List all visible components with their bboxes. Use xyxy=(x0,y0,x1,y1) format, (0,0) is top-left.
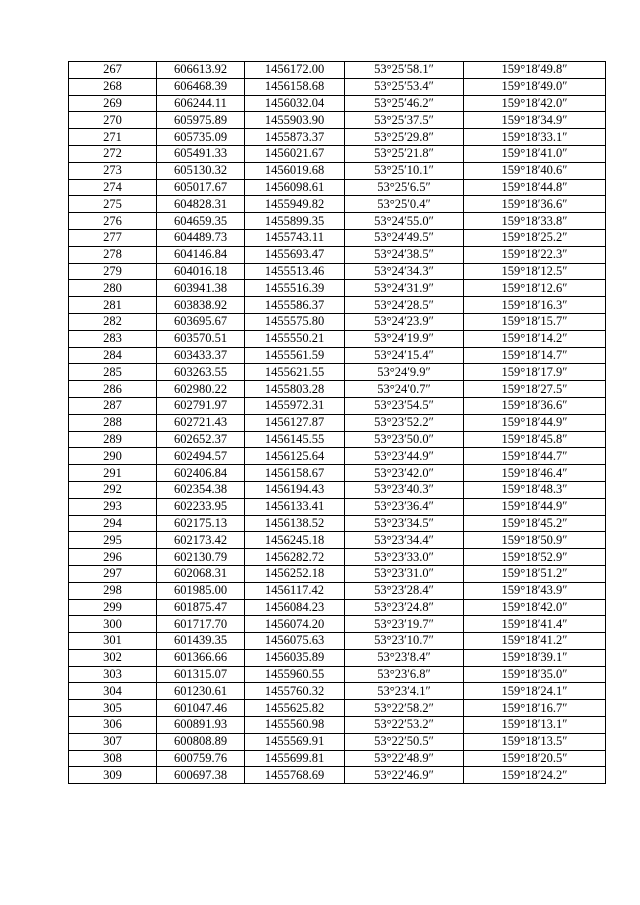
longitude-cell: 159°18′40.6″ xyxy=(464,162,606,179)
latitude-cell: 53°25′58.1″ xyxy=(345,62,464,79)
longitude-cell: 159°18′41.0″ xyxy=(464,145,606,162)
latitude-cell: 53°24′0.7″ xyxy=(345,381,464,398)
x-coordinate-cell: 605130.32 xyxy=(157,162,245,179)
table-row xyxy=(69,431,606,448)
latitude-cell: 53°24′28.5″ xyxy=(345,297,464,314)
latitude-cell: 53°23′10.7″ xyxy=(345,633,464,650)
latitude-cell: 53°25′37.5″ xyxy=(345,112,464,129)
y-coordinate-cell: 1456125.64 xyxy=(245,448,345,465)
y-coordinate-cell: 1456019.68 xyxy=(245,162,345,179)
point-number-cell: 307 xyxy=(69,733,157,750)
point-number-cell: 299 xyxy=(69,599,157,616)
point-number-cell: 293 xyxy=(69,498,157,515)
table-row xyxy=(69,767,606,784)
point-number-cell: 282 xyxy=(69,313,157,330)
longitude-cell: 159°18′51.2″ xyxy=(464,565,606,582)
table-row xyxy=(69,733,606,750)
longitude-cell: 159°18′45.8″ xyxy=(464,431,606,448)
y-coordinate-cell: 1455972.31 xyxy=(245,397,345,414)
point-number-cell: 292 xyxy=(69,481,157,498)
table-row xyxy=(69,62,606,79)
point-number-cell: 268 xyxy=(69,78,157,95)
longitude-cell: 159°18′44.7″ xyxy=(464,448,606,465)
table-row xyxy=(69,700,606,717)
x-coordinate-cell: 604146.84 xyxy=(157,246,245,263)
x-coordinate-cell: 601439.35 xyxy=(157,633,245,650)
point-number-cell: 284 xyxy=(69,347,157,364)
x-coordinate-cell: 600759.76 xyxy=(157,750,245,767)
y-coordinate-cell: 1455561.59 xyxy=(245,347,345,364)
longitude-cell: 159°18′41.4″ xyxy=(464,616,606,633)
x-coordinate-cell: 601875.47 xyxy=(157,599,245,616)
coordinates-table xyxy=(68,61,606,784)
longitude-cell: 159°18′46.4″ xyxy=(464,465,606,482)
table-row xyxy=(69,549,606,566)
longitude-cell: 159°18′13.1″ xyxy=(464,717,606,734)
y-coordinate-cell: 1455699.81 xyxy=(245,750,345,767)
y-coordinate-cell: 1455513.46 xyxy=(245,263,345,280)
point-number-cell: 290 xyxy=(69,448,157,465)
y-coordinate-cell: 1456194.43 xyxy=(245,481,345,498)
latitude-cell: 53°23′6.8″ xyxy=(345,666,464,683)
latitude-cell: 53°23′34.5″ xyxy=(345,515,464,532)
y-coordinate-cell: 1455586.37 xyxy=(245,297,345,314)
x-coordinate-cell: 603570.51 xyxy=(157,330,245,347)
table-row xyxy=(69,381,606,398)
latitude-cell: 53°23′36.4″ xyxy=(345,498,464,515)
y-coordinate-cell: 1455760.32 xyxy=(245,683,345,700)
x-coordinate-cell: 606468.39 xyxy=(157,78,245,95)
y-coordinate-cell: 1456172.00 xyxy=(245,62,345,79)
point-number-cell: 281 xyxy=(69,297,157,314)
y-coordinate-cell: 1456117.42 xyxy=(245,582,345,599)
point-number-cell: 302 xyxy=(69,649,157,666)
y-coordinate-cell: 1455903.90 xyxy=(245,112,345,129)
x-coordinate-cell: 604016.18 xyxy=(157,263,245,280)
longitude-cell: 159°18′43.9″ xyxy=(464,582,606,599)
x-coordinate-cell: 601366.66 xyxy=(157,649,245,666)
point-number-cell: 289 xyxy=(69,431,157,448)
latitude-cell: 53°23′54.5″ xyxy=(345,397,464,414)
longitude-cell: 159°18′17.9″ xyxy=(464,364,606,381)
latitude-cell: 53°23′52.2″ xyxy=(345,414,464,431)
latitude-cell: 53°23′44.9″ xyxy=(345,448,464,465)
point-number-cell: 288 xyxy=(69,414,157,431)
longitude-cell: 159°18′36.6″ xyxy=(464,196,606,213)
latitude-cell: 53°23′8.4″ xyxy=(345,649,464,666)
longitude-cell: 159°18′16.7″ xyxy=(464,700,606,717)
x-coordinate-cell: 603941.38 xyxy=(157,280,245,297)
table-row xyxy=(69,498,606,515)
point-number-cell: 297 xyxy=(69,565,157,582)
longitude-cell: 159°18′14.7″ xyxy=(464,347,606,364)
latitude-cell: 53°22′50.5″ xyxy=(345,733,464,750)
y-coordinate-cell: 1456075.63 xyxy=(245,633,345,650)
table-row xyxy=(69,213,606,230)
x-coordinate-cell: 604489.73 xyxy=(157,229,245,246)
x-coordinate-cell: 602130.79 xyxy=(157,549,245,566)
table-row xyxy=(69,616,606,633)
latitude-cell: 53°23′31.0″ xyxy=(345,565,464,582)
table-row xyxy=(69,750,606,767)
y-coordinate-cell: 1456084.23 xyxy=(245,599,345,616)
latitude-cell: 53°24′49.5″ xyxy=(345,229,464,246)
table-row xyxy=(69,263,606,280)
point-number-cell: 286 xyxy=(69,381,157,398)
table-row xyxy=(69,649,606,666)
latitude-cell: 53°25′53.4″ xyxy=(345,78,464,95)
latitude-cell: 53°24′23.9″ xyxy=(345,313,464,330)
table-row xyxy=(69,78,606,95)
latitude-cell: 53°25′6.5″ xyxy=(345,179,464,196)
longitude-cell: 159°18′16.3″ xyxy=(464,297,606,314)
table-row xyxy=(69,347,606,364)
x-coordinate-cell: 604828.31 xyxy=(157,196,245,213)
table-row xyxy=(69,717,606,734)
x-coordinate-cell: 601047.46 xyxy=(157,700,245,717)
longitude-cell: 159°18′24.1″ xyxy=(464,683,606,700)
longitude-cell: 159°18′42.0″ xyxy=(464,599,606,616)
y-coordinate-cell: 1455899.35 xyxy=(245,213,345,230)
point-number-cell: 273 xyxy=(69,162,157,179)
table-row xyxy=(69,414,606,431)
y-coordinate-cell: 1456021.67 xyxy=(245,145,345,162)
longitude-cell: 159°18′14.2″ xyxy=(464,330,606,347)
point-number-cell: 279 xyxy=(69,263,157,280)
latitude-cell: 53°22′48.9″ xyxy=(345,750,464,767)
y-coordinate-cell: 1455550.21 xyxy=(245,330,345,347)
latitude-cell: 53°22′58.2″ xyxy=(345,700,464,717)
point-number-cell: 275 xyxy=(69,196,157,213)
longitude-cell: 159°18′15.7″ xyxy=(464,313,606,330)
point-number-cell: 308 xyxy=(69,750,157,767)
x-coordinate-cell: 601315.07 xyxy=(157,666,245,683)
table-row xyxy=(69,112,606,129)
point-number-cell: 301 xyxy=(69,633,157,650)
point-number-cell: 295 xyxy=(69,532,157,549)
point-number-cell: 270 xyxy=(69,112,157,129)
table-row xyxy=(69,481,606,498)
table-row xyxy=(69,565,606,582)
table-row xyxy=(69,532,606,549)
table-row xyxy=(69,297,606,314)
x-coordinate-cell: 602068.31 xyxy=(157,565,245,582)
y-coordinate-cell: 1455569.91 xyxy=(245,733,345,750)
y-coordinate-cell: 1455575.80 xyxy=(245,313,345,330)
y-coordinate-cell: 1455560.98 xyxy=(245,717,345,734)
longitude-cell: 159°18′52.9″ xyxy=(464,549,606,566)
y-coordinate-cell: 1456074.20 xyxy=(245,616,345,633)
latitude-cell: 53°23′42.0″ xyxy=(345,465,464,482)
table-row xyxy=(69,196,606,213)
latitude-cell: 53°25′10.1″ xyxy=(345,162,464,179)
table-row xyxy=(69,582,606,599)
x-coordinate-cell: 603263.55 xyxy=(157,364,245,381)
x-coordinate-cell: 602652.37 xyxy=(157,431,245,448)
x-coordinate-cell: 601985.00 xyxy=(157,582,245,599)
longitude-cell: 159°18′35.0″ xyxy=(464,666,606,683)
longitude-cell: 159°18′49.8″ xyxy=(464,62,606,79)
y-coordinate-cell: 1455621.55 xyxy=(245,364,345,381)
table-row xyxy=(69,280,606,297)
longitude-cell: 159°18′12.6″ xyxy=(464,280,606,297)
table-row xyxy=(69,465,606,482)
table-row xyxy=(69,666,606,683)
y-coordinate-cell: 1455960.55 xyxy=(245,666,345,683)
table-row xyxy=(69,683,606,700)
latitude-cell: 53°24′19.9″ xyxy=(345,330,464,347)
point-number-cell: 276 xyxy=(69,213,157,230)
latitude-cell: 53°23′4.1″ xyxy=(345,683,464,700)
table-row xyxy=(69,95,606,112)
x-coordinate-cell: 606244.11 xyxy=(157,95,245,112)
point-number-cell: 298 xyxy=(69,582,157,599)
x-coordinate-cell: 602494.57 xyxy=(157,448,245,465)
y-coordinate-cell: 1456032.04 xyxy=(245,95,345,112)
x-coordinate-cell: 602354.38 xyxy=(157,481,245,498)
x-coordinate-cell: 604659.35 xyxy=(157,213,245,230)
longitude-cell: 159°18′34.9″ xyxy=(464,112,606,129)
table-row xyxy=(69,330,606,347)
latitude-cell: 53°25′46.2″ xyxy=(345,95,464,112)
x-coordinate-cell: 600697.38 xyxy=(157,767,245,784)
x-coordinate-cell: 602173.42 xyxy=(157,532,245,549)
longitude-cell: 159°18′27.5″ xyxy=(464,381,606,398)
table-row xyxy=(69,633,606,650)
longitude-cell: 159°18′25.2″ xyxy=(464,229,606,246)
x-coordinate-cell: 605017.67 xyxy=(157,179,245,196)
y-coordinate-cell: 1456133.41 xyxy=(245,498,345,515)
x-coordinate-cell: 602721.43 xyxy=(157,414,245,431)
latitude-cell: 53°24′55.0″ xyxy=(345,213,464,230)
table-row xyxy=(69,145,606,162)
coordinates-table-body xyxy=(69,62,606,784)
longitude-cell: 159°18′44.9″ xyxy=(464,414,606,431)
y-coordinate-cell: 1456098.61 xyxy=(245,179,345,196)
point-number-cell: 296 xyxy=(69,549,157,566)
x-coordinate-cell: 602791.97 xyxy=(157,397,245,414)
y-coordinate-cell: 1456127.87 xyxy=(245,414,345,431)
longitude-cell: 159°18′45.2″ xyxy=(464,515,606,532)
point-number-cell: 267 xyxy=(69,62,157,79)
longitude-cell: 159°18′42.0″ xyxy=(464,95,606,112)
x-coordinate-cell: 605491.33 xyxy=(157,145,245,162)
latitude-cell: 53°22′53.2″ xyxy=(345,717,464,734)
point-number-cell: 274 xyxy=(69,179,157,196)
longitude-cell: 159°18′13.5″ xyxy=(464,733,606,750)
longitude-cell: 159°18′44.9″ xyxy=(464,498,606,515)
y-coordinate-cell: 1455516.39 xyxy=(245,280,345,297)
longitude-cell: 159°18′49.0″ xyxy=(464,78,606,95)
point-number-cell: 306 xyxy=(69,717,157,734)
table-row xyxy=(69,246,606,263)
x-coordinate-cell: 606613.92 xyxy=(157,62,245,79)
x-coordinate-cell: 602175.13 xyxy=(157,515,245,532)
point-number-cell: 271 xyxy=(69,129,157,146)
latitude-cell: 53°23′28.4″ xyxy=(345,582,464,599)
latitude-cell: 53°24′9.9″ xyxy=(345,364,464,381)
table-row xyxy=(69,129,606,146)
point-number-cell: 285 xyxy=(69,364,157,381)
y-coordinate-cell: 1456145.55 xyxy=(245,431,345,448)
point-number-cell: 277 xyxy=(69,229,157,246)
latitude-cell: 53°23′33.0″ xyxy=(345,549,464,566)
table-row xyxy=(69,448,606,465)
x-coordinate-cell: 602233.95 xyxy=(157,498,245,515)
point-number-cell: 280 xyxy=(69,280,157,297)
latitude-cell: 53°24′31.9″ xyxy=(345,280,464,297)
y-coordinate-cell: 1456035.89 xyxy=(245,649,345,666)
point-number-cell: 303 xyxy=(69,666,157,683)
longitude-cell: 159°18′44.8″ xyxy=(464,179,606,196)
point-number-cell: 278 xyxy=(69,246,157,263)
latitude-cell: 53°25′0.4″ xyxy=(345,196,464,213)
latitude-cell: 53°23′40.3″ xyxy=(345,481,464,498)
table-row xyxy=(69,229,606,246)
x-coordinate-cell: 603433.37 xyxy=(157,347,245,364)
point-number-cell: 304 xyxy=(69,683,157,700)
y-coordinate-cell: 1455768.69 xyxy=(245,767,345,784)
longitude-cell: 159°18′20.5″ xyxy=(464,750,606,767)
x-coordinate-cell: 601717.70 xyxy=(157,616,245,633)
y-coordinate-cell: 1456245.18 xyxy=(245,532,345,549)
latitude-cell: 53°25′21.8″ xyxy=(345,145,464,162)
y-coordinate-cell: 1456252.18 xyxy=(245,565,345,582)
x-coordinate-cell: 602980.22 xyxy=(157,381,245,398)
table-row xyxy=(69,364,606,381)
y-coordinate-cell: 1456138.52 xyxy=(245,515,345,532)
x-coordinate-cell: 601230.61 xyxy=(157,683,245,700)
longitude-cell: 159°18′12.5″ xyxy=(464,263,606,280)
longitude-cell: 159°18′33.1″ xyxy=(464,129,606,146)
longitude-cell: 159°18′50.9″ xyxy=(464,532,606,549)
table-row xyxy=(69,179,606,196)
point-number-cell: 269 xyxy=(69,95,157,112)
point-number-cell: 287 xyxy=(69,397,157,414)
y-coordinate-cell: 1456282.72 xyxy=(245,549,345,566)
latitude-cell: 53°25′29.8″ xyxy=(345,129,464,146)
point-number-cell: 283 xyxy=(69,330,157,347)
x-coordinate-cell: 605735.09 xyxy=(157,129,245,146)
latitude-cell: 53°23′34.4″ xyxy=(345,532,464,549)
table-row xyxy=(69,397,606,414)
latitude-cell: 53°24′38.5″ xyxy=(345,246,464,263)
table-row xyxy=(69,162,606,179)
y-coordinate-cell: 1455949.82 xyxy=(245,196,345,213)
longitude-cell: 159°18′33.8″ xyxy=(464,213,606,230)
longitude-cell: 159°18′41.2″ xyxy=(464,633,606,650)
x-coordinate-cell: 600891.93 xyxy=(157,717,245,734)
latitude-cell: 53°24′34.3″ xyxy=(345,263,464,280)
point-number-cell: 305 xyxy=(69,700,157,717)
table-row xyxy=(69,313,606,330)
y-coordinate-cell: 1455803.28 xyxy=(245,381,345,398)
x-coordinate-cell: 603695.67 xyxy=(157,313,245,330)
x-coordinate-cell: 600808.89 xyxy=(157,733,245,750)
longitude-cell: 159°18′24.2″ xyxy=(464,767,606,784)
x-coordinate-cell: 605975.89 xyxy=(157,112,245,129)
point-number-cell: 294 xyxy=(69,515,157,532)
y-coordinate-cell: 1456158.68 xyxy=(245,78,345,95)
y-coordinate-cell: 1455743.11 xyxy=(245,229,345,246)
latitude-cell: 53°23′50.0″ xyxy=(345,431,464,448)
point-number-cell: 272 xyxy=(69,145,157,162)
point-number-cell: 291 xyxy=(69,465,157,482)
longitude-cell: 159°18′36.6″ xyxy=(464,397,606,414)
latitude-cell: 53°22′46.9″ xyxy=(345,767,464,784)
point-number-cell: 309 xyxy=(69,767,157,784)
latitude-cell: 53°23′19.7″ xyxy=(345,616,464,633)
latitude-cell: 53°23′24.8″ xyxy=(345,599,464,616)
y-coordinate-cell: 1455625.82 xyxy=(245,700,345,717)
point-number-cell: 300 xyxy=(69,616,157,633)
table-row xyxy=(69,599,606,616)
x-coordinate-cell: 602406.84 xyxy=(157,465,245,482)
y-coordinate-cell: 1455873.37 xyxy=(245,129,345,146)
longitude-cell: 159°18′22.3″ xyxy=(464,246,606,263)
latitude-cell: 53°24′15.4″ xyxy=(345,347,464,364)
x-coordinate-cell: 603838.92 xyxy=(157,297,245,314)
y-coordinate-cell: 1456158.67 xyxy=(245,465,345,482)
y-coordinate-cell: 1455693.47 xyxy=(245,246,345,263)
longitude-cell: 159°18′48.3″ xyxy=(464,481,606,498)
table-row xyxy=(69,515,606,532)
longitude-cell: 159°18′39.1″ xyxy=(464,649,606,666)
